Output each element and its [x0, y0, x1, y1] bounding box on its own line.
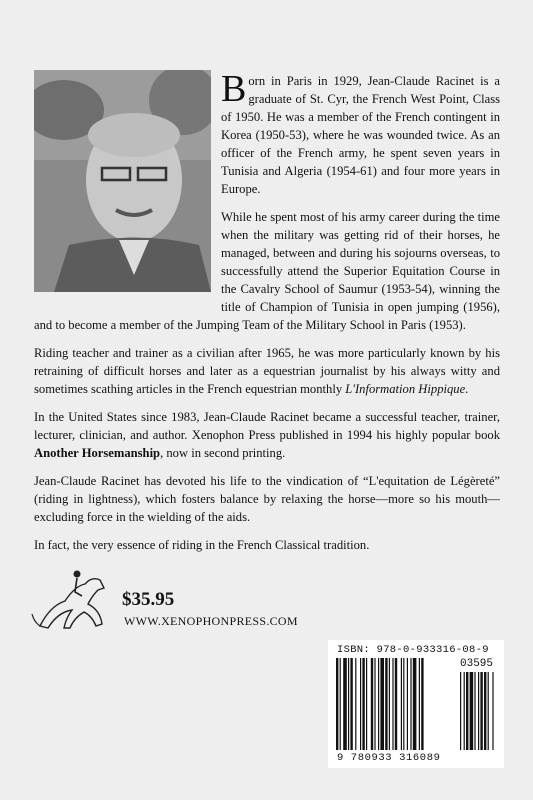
publisher-website-link[interactable]: WWW.XENOPHONPRESS.COM: [124, 614, 298, 628]
bio-paragraph-4: [34, 408, 500, 462]
bio-paragraph-2: While he spent most of his army career during the time when the military was getting rid of their horses, he managed, between and during his sojourns overseas, to successfully attend the Superior Equitation Course in the Cavalry School of Saumur (1953-54), winning the title of Champion of Tunisia in open jumping (1956), and to become a member of the Jumping Team of the Military School in Paris (1953).: [34, 210, 500, 332]
price-code: 03595: [460, 658, 494, 670]
author-biography: [34, 68, 500, 564]
bio-text-3b: .: [465, 382, 469, 396]
photo-spacer: [34, 72, 221, 300]
barcode-digits: 9 780933 316089: [337, 752, 441, 764]
magazine-title: L'Information Hippique: [345, 382, 466, 396]
bio-text-3a: Riding teacher and trainer as a civilian after 1965, he was more particularly known by his retraining of difficult horses and later as a equestrian journalist by his always witty and sometimes scathing articles in the French equestrian monthly: [34, 346, 500, 396]
bio-paragraph-5: Jean-Claude Racinet has devoted his life to the vindication of “L'equitation de Légèreté” (riding in lightness), which fosters balance by relaxing the horse—more so his mouth—excluding force in the wielding of the aids.: [34, 474, 500, 524]
bio-text-1: orn in Paris in 1929, Jean-Claude Racinet is a graduate of St. Cyr, the French West Point, Class of 1950. He was a member of the French contingent in Korea (1950-53), where he was wounded twice. As an officer of the French army, he spent seven years in Tunisia and Algeria (1954-61) and four more years in Europe.: [221, 74, 500, 196]
isbn-label: ISBN: 978-0-933316-08-9: [337, 644, 489, 656]
bio-text-4b: , now in second printing.: [160, 446, 286, 460]
horse-rider-logo-icon: [30, 566, 120, 634]
bio-paragraph-3: [34, 344, 500, 398]
drop-cap: B: [221, 68, 247, 110]
book-title: Another Horsemanship: [34, 446, 161, 460]
bio-paragraph-6: In fact, the very essence of riding in the French Classical tradition.: [34, 538, 370, 552]
bio-text-4a: In the United States since 1983, Jean-Claude Racinet became a successful teacher, trainer, lecturer, clinician, and author. Xenophon Press published in 1994 his highly popular book: [34, 410, 500, 442]
bio-paragraph-1: [34, 68, 500, 198]
book-price: $35.95: [122, 589, 175, 610]
